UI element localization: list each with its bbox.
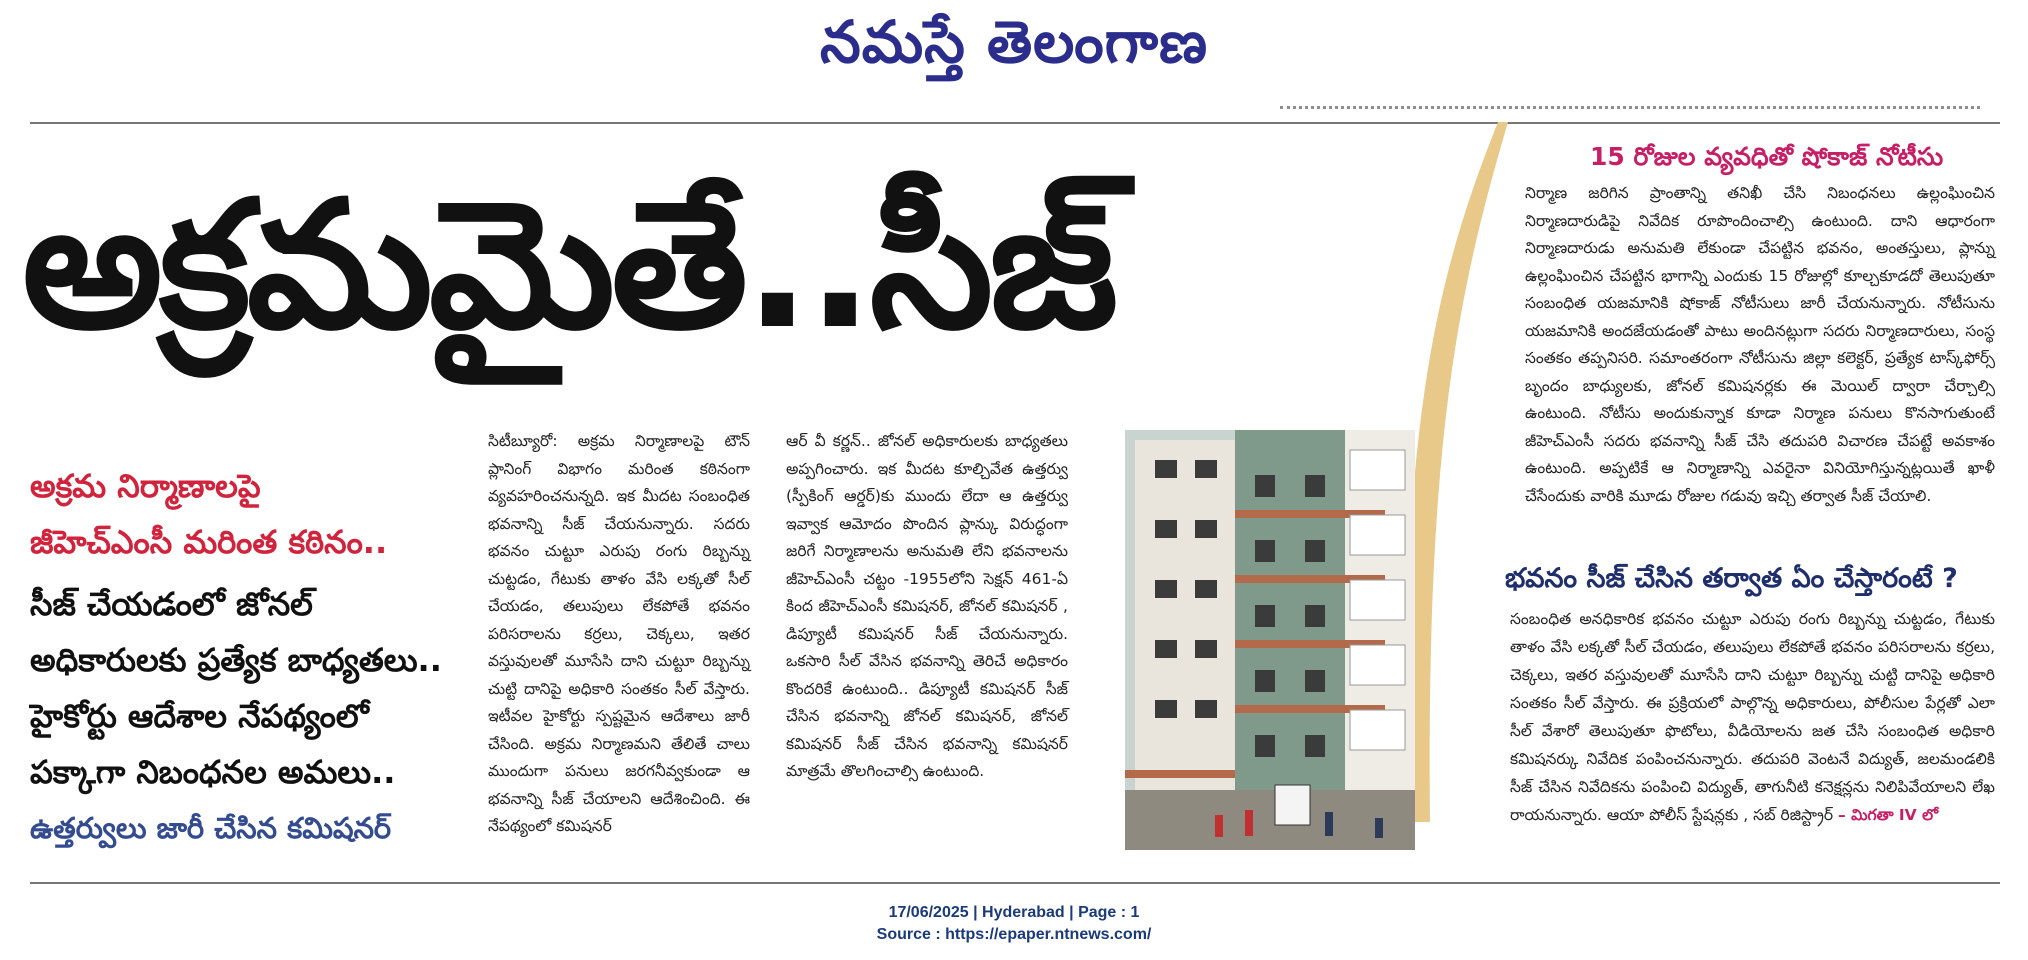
masthead-logo: నమస్తే తెలంగాణ — [820, 8, 1208, 76]
source-link[interactable]: Source : https://epaper.ntnews.com/ — [876, 926, 1152, 943]
deck-red-line-1: అక్రమ నిర్మాణాలపై — [30, 467, 261, 505]
sidebar-title-1: 15 రోజుల వ్యవధితో షోకాజ్ నోటీసు — [1590, 142, 1944, 171]
top-divider — [30, 122, 2000, 124]
article-column-2: ఆర్ వీ కర్ణన్.. జోనల్ అధికారులకు బాధ్యతలు అప్పగించారు. ఇక మీదట కూల్చివేత ఉత్తర్వు (స్పీకింగ్ ఆర్డర్)కు ముందు లేదా ఆ ఉత్తర్వు ఇవ్వాక ఆమోదం పొందిన ప్లాన్కు విరుద్ధంగా జరిగే నిర్మాణాలను అనుమతి లేని భవనాలను జీహెచ్ఎంసీ చట్టం -1955లోని సెక్షన్ 461-ఏ కింద జీహెచ్ఎంసీ కమిషనర్, జోనల్ కమిషనర్ , డిప్యూటీ కమిషనర్ సీజ్ చేయనున్నారు. ఒకసారి సీల్ వేసిన భవనాన్ని తెరిచే అధికారం కొందరికే ఉంటుంది.. డిప్యూటీ కమిషనర్ సీజ్ చేసిన భవనాన్ని జోనల్ కమిషనర్, జోనల్ కమిషనర్ సీజ్ చేసిన భవనాన్ని కమిషనర్ మాత్రమే తొలగించాల్సి ఉంటుంది. — [786, 432, 1068, 780]
dateline: 17/06/2025 | Hyderabad | Page : 1 — [888, 904, 1140, 921]
building-illustration — [1125, 430, 1415, 850]
deck-black-line-4: పక్కాగా నిబంధనల అమలు.. — [30, 753, 396, 791]
deck-black-line-3: హైకోర్టు ఆదేశాల నేపథ్యంలో — [30, 697, 369, 735]
deck-black-line-1: సీజ్ చేయడంలో జోనల్ — [30, 585, 313, 623]
sidebar-paragraph-1: నిర్మాణ జరిగిన ప్రాంతాన్ని తనిఖీ చేసి నిబంధనలు ఉల్లంఘించిన నిర్మాణదారుడిపై నివేదిక రూపొందించాల్సి ఉంటుంది. దాని ఆధారంగా నిర్మాణదారుడు అనుమతి లేకుండా చేపట్టిన భవనం, అంతస్తులు, ప్లాన్ను ఉల్లంఘించిన చేపట్టిన భాగాన్ని ఎందుకు 15 రోజుల్లో కూల్చకూడదో తెలుపుతూ సంబంధిత యజమానికి షోకాజ్ నోటీసులు జారీ చేయనున్నారు. నోటీసును యజమానికి అందజేయడంతో పాటు అందినట్లుగా సదరు నిర్మాణదారులు, సంస్థ సంతకం తప్పనిసరి. సమాంతరంగా నోటీసును జిల్లా కలెక్టర్, ప్రత్యేక టాస్క్‌ఫోర్స్ బృందం బాధ్యులకు, జోనల్ కమిషనర్లకు ఈ మెయిల్ ద్వారా చేర్చాల్సి ఉంటుంది. నోటీసు అందుకున్నాక కూడా నిర్మాణ పనులు కొనసాగుతుంటే జీహెచ్ఎంసీ సదరు భవనాన్ని సీజ్ చేసి తదుపరి విచారణ చేపట్టే అవకాశం ఉంటుంది. అప్పటికే ఆ నిర్మాణాన్ని ఎవరైనా వినియోగిస్తున్నట్లయితే ఖాళీ చేసేందుకు వారికి మూడు రోజుల గడువు ఇచ్చి తర్వాత సీజ్ చేయాలి. — [1525, 184, 1995, 505]
deck-blue-line: ఉత్తర్వులు జారీ చేసిన కమిషనర్ — [30, 811, 392, 845]
sidebar-paragraph-2 — [1510, 605, 1995, 829]
deck-black-line-2: అధికారులకు ప్రత్యేక బాధ్యతలు.. — [30, 641, 442, 679]
bottom-divider — [30, 882, 2000, 884]
sidebar-title-2: భవనం సీజ్ చేసిన తర్వాత ఏం చేస్తారంటే ? — [1505, 563, 1958, 594]
headline: అక్రమమైతే..సీజ్ — [22, 163, 1114, 368]
deck-red-line-2: జీహెచ్ఎంసీ మరింత కఠినం.. — [30, 523, 388, 561]
article-column-1: సిటీబ్యూరో: అక్రమ నిర్మాణాలపై టౌన్ ప్లానింగ్ విభాగం మరింత కఠినంగా వ్యవహరించనున్నది. ఇక మీదట సంబంధిత భవనాన్ని సీజ్ చేయనున్నారు. సదరు భవనం చుట్టూ ఎరుపు రంగు రిబ్బన్ను చుట్టడం, గేటుకు తాళం వేసి లక్కతో సీల్ చేయడం, తలుపులు లేకపోతే భవనం పరిసరాలను కర్రలు, చెక్కలు, ఇతర వస్తువులతో మూసేసి దాని చుట్టూ రిబ్బన్ను చుట్టి దానిపై అధికారి సంతకం సీల్ వేస్తారు. ఇటీవల హైకోర్టు స్పష్టమైన ఆదేశాలు జారీ చేసింది. అక్రమ నిర్మాణమని తేలితే చాలు ముందుగా పనులు జరగనీవ్వకుండా ఆ భవనాన్ని సీజ్ చేయాలని ఆదేశించింది. ఈ నేపథ్యంలో కమిషనర్ — [488, 432, 750, 835]
building-photo — [1125, 430, 1415, 850]
cropped-text-line — [1280, 92, 1980, 109]
continuation-note: – మిగతా IV లో — [1837, 806, 1939, 824]
deck — [30, 458, 470, 856]
sidebar-paragraph-2-text: సంబంధిత అనధికారిక భవనం చుట్టూ ఎరుపు రంగు రిబ్బన్ను చుట్టడం, గేటుకు తాళం వేసి లక్కతో సీల్ చేయడం, తలుపులు లేకపోతే భవనం పరిసరాలను కర్రలు, చెక్కలు, ఇతర వస్తువులతో మూసేసి దాని చుట్టూ రిబ్బన్ను చుట్టి దానిపై అధికారి సంతకం సీల్ వేస్తారు. ఈ ప్రక్రియలో పాల్గొన్న అధికారులు, పోలీసుల పేర్లతో ఎలా సీల్ వేశారో తెలుపుతూ ఫొటోలు, వీడియోలను జత చేసి సంబంధిత అధికారి కమిషనర్కు నివేదిక పంపించనున్నారు. తదుపరి వెంటనే విద్యుత్, జలమండలికి సీజ్ చేసిన నివేదికను పంపించి విద్యుత్, తాగునీటి కనెక్షన్లను నిలిపివేయాలని లేఖ రాయనున్నారు. ఆయా పోలీస్ స్టేషన్లకు , సబ్ రిజిస్ట్రార్ — [1510, 610, 1995, 824]
